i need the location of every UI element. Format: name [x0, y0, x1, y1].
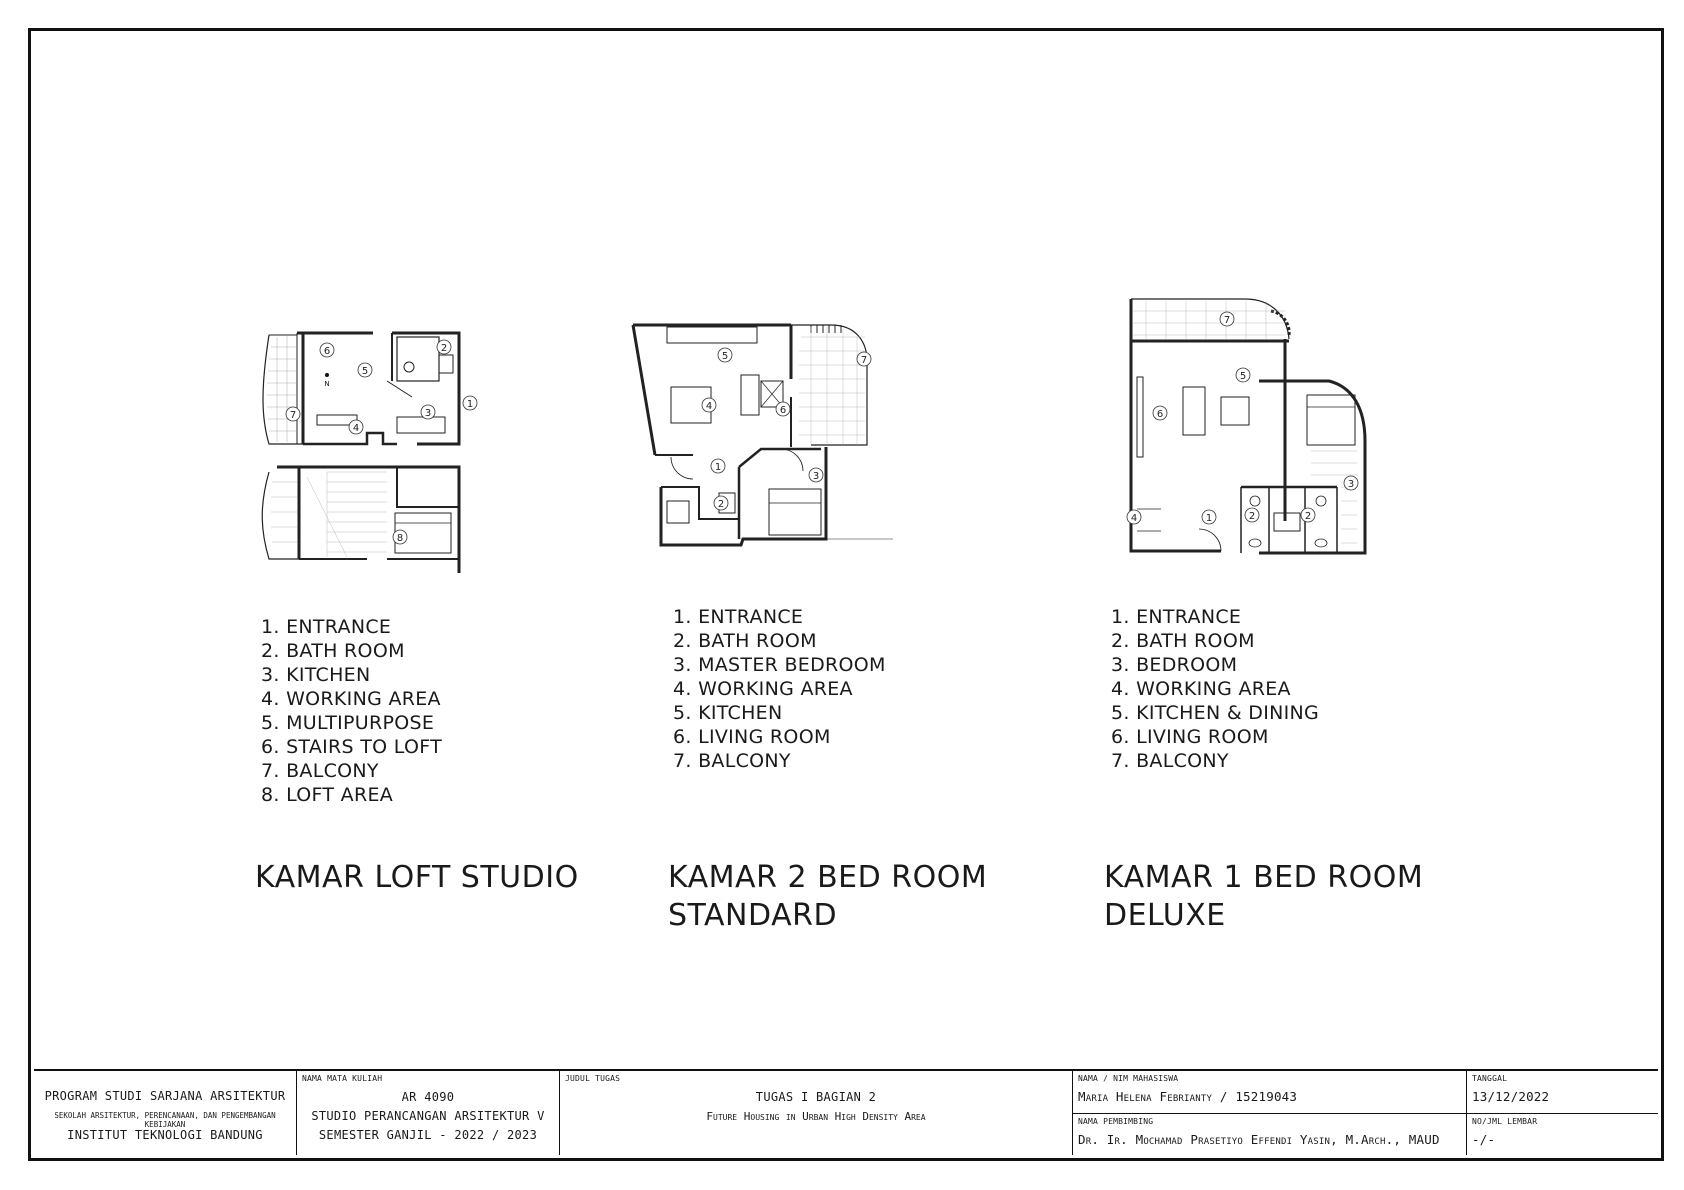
- one-bedroom-floor-plan: [1071, 291, 1361, 561]
- assignment-label: JUDUL TUGAS: [565, 1074, 621, 1083]
- course-cell: [297, 1071, 560, 1155]
- room-tag: [857, 352, 871, 366]
- two-bedroom-title: [668, 859, 987, 935]
- assignment-title: TUGAS I BAGIAN 2: [755, 1090, 877, 1104]
- room-tag: [718, 348, 732, 362]
- room-tag: [1127, 510, 1141, 524]
- svg-text:4: 4: [352, 423, 360, 434]
- date-label: TANGGAL: [1472, 1074, 1508, 1083]
- date-cell: [1467, 1071, 1658, 1155]
- title-block: [34, 1069, 1658, 1155]
- legend-item: 3. KITCHEN: [261, 664, 371, 686]
- drawing-sheet: [28, 28, 1664, 1161]
- assignment-subtitle: Future Housing in Urban High Density Area: [706, 1110, 926, 1123]
- room-tag: [421, 405, 435, 419]
- svg-text:5: 5: [1239, 371, 1247, 382]
- legend-item: 4. WORKING AREA: [261, 688, 441, 710]
- svg-text:3: 3: [812, 471, 820, 482]
- svg-text:2: 2: [1304, 511, 1312, 522]
- svg-text:N: N: [324, 380, 330, 388]
- loft-studio-floor-plan: [247, 297, 487, 559]
- two-bedroom-floor-plan: [631, 297, 901, 557]
- room-tag: [1245, 508, 1259, 522]
- semester: SEMESTER GANJIL - 2022 / 2023: [318, 1128, 538, 1142]
- school-name: SEKOLAH ARSITEKTUR, PERENCANAAN, DAN PENGEMBANGAN KEBIJAKAN: [54, 1111, 276, 1129]
- loft-studio-title: [255, 859, 579, 897]
- north-arrow-icon: [324, 373, 329, 388]
- student-cell: [1073, 1071, 1467, 1155]
- svg-text:6: 6: [779, 405, 787, 416]
- room-tag: [286, 407, 300, 421]
- program-cell: [34, 1071, 297, 1155]
- room-tag: [1202, 510, 1216, 524]
- title-line: DELUXE: [1104, 898, 1226, 933]
- title-line: KAMAR 2 BED ROOM: [668, 860, 988, 895]
- sheet-label: NO/JML LEMBAR: [1472, 1117, 1538, 1126]
- legend-item: 6. STAIRS TO LOFT: [261, 736, 443, 758]
- legend-item: 5. KITCHEN: [673, 702, 783, 724]
- loft-studio-legend: [261, 615, 442, 807]
- room-tag: [320, 343, 334, 357]
- legend-item: 2. BATH ROOM: [1111, 630, 1255, 652]
- divider: [1467, 1113, 1658, 1114]
- legend-item: 1. ENTRANCE: [261, 616, 392, 638]
- legend-item: 3. MASTER BEDROOM: [673, 654, 886, 676]
- room-tag: [349, 420, 363, 434]
- legend-item: 1. ENTRANCE: [673, 606, 804, 628]
- two-bedroom-legend: [673, 605, 886, 773]
- one-bedroom-legend: [1111, 605, 1319, 773]
- svg-text:4: 4: [705, 401, 713, 412]
- svg-text:7: 7: [860, 355, 868, 366]
- legend-item: 2. BATH ROOM: [673, 630, 817, 652]
- room-tag: [463, 396, 477, 410]
- svg-text:1: 1: [1205, 513, 1213, 524]
- svg-text:5: 5: [361, 366, 369, 377]
- legend-item: 4. WORKING AREA: [1111, 678, 1291, 700]
- svg-text:5: 5: [721, 351, 729, 362]
- svg-text:3: 3: [424, 408, 432, 419]
- legend-item: 7. BALCONY: [261, 760, 379, 782]
- program-name: PROGRAM STUDI SARJANA ARSITEKTUR: [44, 1089, 286, 1103]
- svg-text:4: 4: [1130, 513, 1138, 524]
- divider: [1073, 1113, 1466, 1114]
- legend-item: 1. ENTRANCE: [1111, 606, 1242, 628]
- legend-item: 6. LIVING ROOM: [1111, 726, 1269, 748]
- institute-name: INSTITUT TEKNOLOGI BANDUNG: [67, 1128, 263, 1142]
- room-tag: [714, 496, 728, 510]
- room-tag: [711, 459, 725, 473]
- advisor-value: Dr. Ir. Mochamad Prasetiyo Effendi Yasin, M.Arch., MAUD: [1078, 1132, 1440, 1147]
- advisor-label: NAMA PEMBIMBING: [1078, 1117, 1154, 1126]
- svg-text:7: 7: [289, 410, 297, 421]
- course-code: AR 4090: [401, 1090, 455, 1104]
- course-name: STUDIO PERANCANGAN ARSITEKTUR V: [311, 1109, 545, 1123]
- title-line: KAMAR 1 BED ROOM: [1104, 860, 1424, 895]
- svg-text:8: 8: [396, 533, 404, 544]
- room-tag: [358, 363, 372, 377]
- room-tag: [776, 402, 790, 416]
- legend-item: 4. WORKING AREA: [673, 678, 853, 700]
- svg-text:2: 2: [717, 499, 725, 510]
- room-tag: [702, 398, 716, 412]
- assignment-cell: [560, 1071, 1073, 1155]
- room-tag: [1220, 312, 1234, 326]
- room-tag: [1236, 368, 1250, 382]
- legend-item: 8. LOFT AREA: [261, 784, 394, 806]
- room-tag: [1153, 406, 1167, 420]
- svg-text:6: 6: [1156, 409, 1164, 420]
- legend-item: 5. MULTIPURPOSE: [261, 712, 435, 734]
- room-tag: [809, 468, 823, 482]
- svg-text:6: 6: [323, 346, 331, 357]
- svg-text:1: 1: [714, 462, 722, 473]
- legend-item: 2. BATH ROOM: [261, 640, 405, 662]
- title-line: STANDARD: [668, 898, 838, 933]
- room-tag: [1344, 476, 1358, 490]
- legend-item: 6. LIVING ROOM: [673, 726, 831, 748]
- legend-item: 7. BALCONY: [1111, 750, 1229, 772]
- room-tag: [1301, 508, 1315, 522]
- date-value: 13/12/2022: [1472, 1089, 1550, 1104]
- room-tag: [437, 340, 451, 354]
- one-bedroom-title: [1104, 859, 1423, 935]
- student-value: Maria Helena Febrianty / 15219043: [1078, 1089, 1298, 1104]
- svg-text:3: 3: [1347, 479, 1355, 490]
- room-tag: [393, 530, 407, 544]
- legend-item: 3. BEDROOM: [1111, 654, 1238, 676]
- title-line: KAMAR LOFT STUDIO: [255, 860, 579, 895]
- legend-item: 7. BALCONY: [673, 750, 791, 772]
- svg-text:7: 7: [1223, 315, 1231, 326]
- student-label: NAMA / NIM MAHASISWA: [1078, 1074, 1179, 1083]
- svg-text:1: 1: [466, 399, 474, 410]
- legend-item: 5. KITCHEN & DINING: [1111, 702, 1320, 724]
- course-label: NAMA MATA KULIAH: [302, 1074, 383, 1083]
- svg-text:2: 2: [440, 343, 448, 354]
- svg-text:2: 2: [1248, 511, 1256, 522]
- sheet-value: -/-: [1472, 1132, 1496, 1147]
